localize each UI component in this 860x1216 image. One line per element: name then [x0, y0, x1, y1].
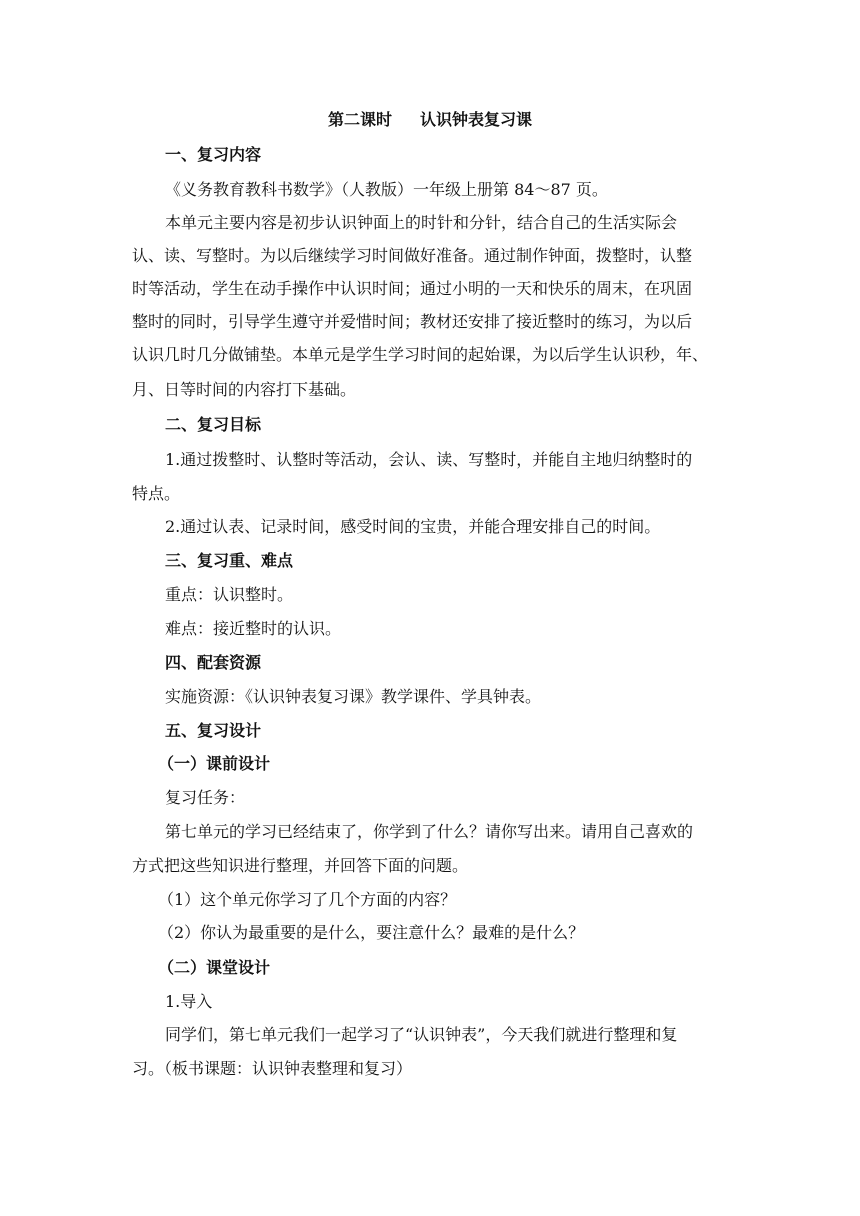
task-line: 方式把这些知识进行整理，并回答下面的问题。	[132, 856, 469, 875]
lesson-title	[0, 110, 860, 130]
section-heading-1: 一、复习内容	[165, 145, 262, 164]
paragraph-line: 整时的同时，引导学生遵守并爱惜时间；教材还安排了接近整时的练习，为以后	[132, 312, 693, 331]
goal-1-line: 特点。	[132, 484, 181, 503]
resources: 实施资源：《认识钟表复习课》教学课件、学具钟表。	[165, 687, 542, 706]
goal-2: 2.通过认表、记录时间，感受时间的宝贵，并能合理安排自己的时间。	[165, 517, 661, 536]
section-heading-4: 四、配套资源	[165, 653, 262, 672]
difficult-point: 难点：接近整时的认识。	[165, 619, 342, 638]
lesson-title-part1: 第二课时	[327, 110, 392, 129]
paragraph-line: 本单元主要内容是初步认识钟面上的时针和分针，结合自己的生活实际会	[165, 213, 678, 232]
paragraph-content: 《义务教育教科书数学》（人教版）一年级上册第 84～87 页。	[165, 180, 608, 199]
paragraph-line: 认、读、写整时。为以后继续学习时间做好准备。通过制作钟面，拨整时，认整	[132, 246, 693, 265]
paragraph-line: 月、日等时间的内容打下基础。	[132, 380, 357, 399]
question-1: （1）这个单元你学习了几个方面的内容？	[158, 890, 457, 909]
key-point: 重点：认识整时。	[165, 585, 294, 604]
section-heading-2: 二、复习目标	[165, 415, 262, 434]
lesson-title-part2: 认识钟表复习课	[420, 110, 533, 129]
intro-line: 习。（板书课题：认识钟表整理和复习）	[132, 1059, 413, 1078]
paragraph-line: 认识几时几分做铺垫。本单元是学生学习时间的起始课，为以后学生认识秒，年、	[132, 345, 709, 364]
intro-label: 1.导入	[165, 992, 213, 1011]
paragraph-line: 时等活动，学生在动手操作中认识时间；通过小明的一天和快乐的周末，在巩固	[132, 279, 693, 298]
section-heading-3: 三、复习重、难点	[165, 551, 294, 570]
intro-line: 同学们，第七单元我们一起学习了“认识钟表”，今天我们就进行整理和复	[165, 1025, 678, 1044]
task-label: 复习任务：	[165, 788, 246, 807]
question-2: （2）你认为最重要的是什么，要注意什么？最难的是什么？	[158, 923, 585, 942]
task-line: 第七单元的学习已经结束了，你学到了什么？请你写出来。请用自己喜欢的	[165, 822, 694, 841]
subsection-heading-1: （一）课前设计	[158, 754, 271, 773]
goal-1-line: 1.通过拨整时、认整时等活动，会认、读、写整时，并能自主地归纳整时的	[165, 450, 693, 469]
subsection-heading-2: （二）课堂设计	[158, 958, 271, 977]
section-heading-5: 五、复习设计	[165, 721, 262, 740]
